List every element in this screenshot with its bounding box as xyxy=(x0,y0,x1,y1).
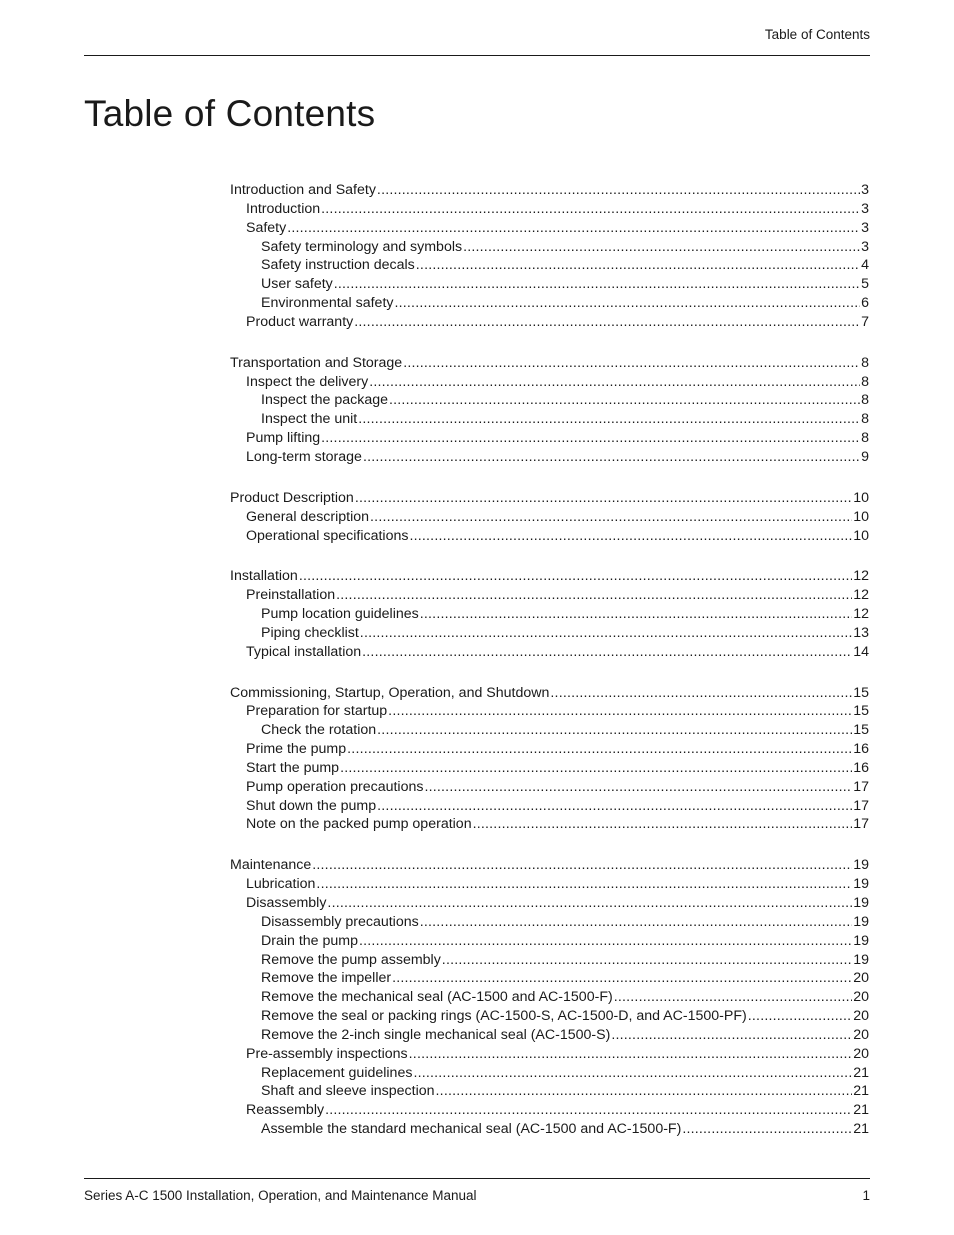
dot-leader xyxy=(360,624,852,643)
toc-chapter-entry[interactable] xyxy=(230,354,869,373)
toc-entry-title: Shaft and sleeve inspection xyxy=(261,1083,435,1100)
dot-leader xyxy=(362,643,852,662)
toc-entry-title: User safety xyxy=(261,276,333,293)
toc-entry-page: 5 xyxy=(861,276,869,293)
footer-manual-title: Series A-C 1500 Installation, Operation, and Maintenance Manual xyxy=(84,1188,477,1203)
dot-leader xyxy=(416,256,860,275)
dot-leader xyxy=(550,684,852,703)
toc-entry-page: 20 xyxy=(853,1008,869,1025)
toc-entry-title: Pump lifting xyxy=(246,430,321,447)
toc-entry[interactable] xyxy=(230,256,869,275)
toc-entry-page: 8 xyxy=(861,354,869,371)
toc-entry[interactable] xyxy=(230,429,869,448)
dot-leader xyxy=(321,200,860,219)
dot-leader xyxy=(355,489,852,508)
dot-leader xyxy=(354,313,860,332)
toc-entry-page: 17 xyxy=(853,778,869,795)
toc-entry-page: 21 xyxy=(853,1064,869,1081)
toc-entry[interactable] xyxy=(230,702,869,721)
dot-leader xyxy=(334,275,860,294)
toc-entry-page: 3 xyxy=(861,219,869,236)
toc-entry[interactable] xyxy=(230,721,869,740)
toc-entry-page: 14 xyxy=(853,643,869,660)
toc-entry-title: Piping checklist xyxy=(261,624,359,641)
toc-chapter-entry[interactable] xyxy=(230,684,869,703)
dot-leader xyxy=(420,605,852,624)
toc-section xyxy=(230,489,869,546)
toc-entry-title: Inspect the unit xyxy=(261,411,358,428)
toc-entry[interactable] xyxy=(230,759,869,778)
toc-entry-title: Safety instruction decals xyxy=(261,257,415,274)
running-header: Table of Contents xyxy=(764,27,870,42)
toc-entry-page: 19 xyxy=(853,876,869,893)
toc-entry[interactable] xyxy=(230,815,869,834)
dot-leader xyxy=(347,740,852,759)
toc-entry-title: Maintenance xyxy=(230,857,312,874)
toc-entry-title: Note on the packed pump operation xyxy=(246,816,472,833)
toc-entry-page: 8 xyxy=(861,430,869,447)
toc-entry-page: 19 xyxy=(853,895,869,911)
dot-leader xyxy=(287,219,860,238)
toc-entry[interactable] xyxy=(230,527,869,546)
toc-entry-page: 12 xyxy=(853,606,869,623)
toc-entry[interactable] xyxy=(230,275,869,294)
toc-entry-page: 3 xyxy=(861,182,869,198)
dot-leader xyxy=(363,448,860,467)
footer-rule xyxy=(84,1178,870,1179)
toc-entry-title: Product Description xyxy=(230,489,354,506)
toc-entry[interactable] xyxy=(230,624,869,643)
dot-leader xyxy=(377,721,852,740)
dot-leader xyxy=(403,354,860,373)
toc-entry-page: 20 xyxy=(853,1026,869,1043)
toc-entry[interactable] xyxy=(230,969,869,988)
dot-leader xyxy=(420,913,853,932)
toc-entry-title: Safety xyxy=(246,219,287,236)
toc-entry-title: Preparation for startup xyxy=(246,703,388,720)
toc-entry-title: Inspect the package xyxy=(261,392,388,409)
dot-leader xyxy=(312,856,852,875)
toc-entry-page: 12 xyxy=(853,568,869,585)
dot-leader xyxy=(473,815,853,834)
dot-leader xyxy=(389,391,860,410)
footer-page-number: 1 xyxy=(862,1188,870,1203)
dot-leader xyxy=(614,988,853,1007)
dot-leader xyxy=(377,797,852,816)
toc-entry-page: 10 xyxy=(853,527,869,544)
toc-entry-page: 12 xyxy=(853,587,869,604)
toc-entry-title: Safety terminology and symbols xyxy=(261,238,463,255)
toc-entry[interactable] xyxy=(230,586,869,605)
toc-entry-title: Replacement guidelines xyxy=(261,1064,413,1081)
toc-entry-page: 21 xyxy=(853,1083,869,1100)
dot-leader xyxy=(388,702,852,721)
toc-entry-title: Preinstallation xyxy=(246,587,336,604)
dot-leader xyxy=(611,1026,852,1045)
page-title: Table of Contents xyxy=(84,93,376,134)
toc-entry[interactable] xyxy=(230,605,869,624)
toc-entry-page: 6 xyxy=(861,295,869,312)
toc-entry[interactable] xyxy=(230,313,869,332)
toc-entry[interactable] xyxy=(230,932,869,951)
dot-leader xyxy=(424,778,852,797)
toc-entry-title: Installation xyxy=(230,568,298,585)
toc-entry-page: 4 xyxy=(861,257,869,274)
toc-entry-title: Reassembly xyxy=(246,1102,325,1119)
toc-entry[interactable] xyxy=(230,1101,869,1120)
toc-entry-title: Assemble the standard mechanical seal (AC-1500 and AC-1500-F) xyxy=(261,1121,682,1138)
toc-entry-title: Remove the pump assembly xyxy=(261,951,441,968)
toc-entry-title: Disassembly precautions xyxy=(261,913,419,930)
toc-entry[interactable] xyxy=(230,1082,869,1101)
dot-leader xyxy=(327,894,852,913)
toc-entry-page: 10 xyxy=(853,508,869,525)
toc-entry[interactable] xyxy=(230,740,869,759)
dot-leader xyxy=(413,1064,852,1083)
dot-leader xyxy=(316,875,852,894)
toc-entry-title: Remove the impeller xyxy=(261,970,392,987)
toc-entry-page: 19 xyxy=(853,951,869,968)
toc-section xyxy=(230,181,869,332)
dot-leader xyxy=(377,181,860,200)
toc-section xyxy=(230,354,869,467)
toc-entry-title: Check the rotation xyxy=(261,722,377,739)
dot-leader xyxy=(682,1120,852,1139)
toc-entry-page: 21 xyxy=(853,1121,869,1138)
dot-leader xyxy=(369,373,860,392)
toc-entry[interactable] xyxy=(230,988,869,1007)
toc-chapter-entry[interactable] xyxy=(230,181,869,200)
toc-entry-page: 13 xyxy=(853,624,869,641)
toc-entry-title: Remove the 2-inch single mechanical seal (AC-1500-S) xyxy=(261,1026,611,1043)
dot-leader xyxy=(748,1007,852,1026)
toc-entry-page: 8 xyxy=(861,373,869,390)
toc-entry-title: Pre-assembly inspections xyxy=(246,1045,408,1062)
toc-entry-page: 7 xyxy=(861,313,869,330)
toc-entry-title: Product warranty xyxy=(246,313,354,330)
toc-section xyxy=(230,684,869,835)
toc-entry-page: 15 xyxy=(853,703,869,720)
toc-list xyxy=(230,181,869,1161)
toc-entry-title: Pump operation precautions xyxy=(246,778,424,795)
toc-chapter-entry[interactable] xyxy=(230,856,869,875)
header-rule xyxy=(84,55,870,56)
toc-entry-title: Commissioning, Startup, Operation, and Shutdown xyxy=(230,684,550,701)
toc-entry[interactable] xyxy=(230,797,869,816)
dot-leader xyxy=(409,1045,853,1064)
toc-entry[interactable] xyxy=(230,294,869,313)
toc-entry-page: 19 xyxy=(853,913,869,930)
toc-chapter-entry[interactable] xyxy=(230,567,869,586)
toc-entry-title: Lubrication xyxy=(246,876,316,893)
toc-entry[interactable] xyxy=(230,219,869,238)
toc-entry-page: 21 xyxy=(853,1102,869,1119)
toc-entry-title: Remove the seal or packing rings (AC-1500-S, AC-1500-D, and AC-1500-PF) xyxy=(261,1008,747,1025)
toc-entry-page: 8 xyxy=(861,411,869,428)
dot-leader xyxy=(409,527,852,546)
toc-entry[interactable] xyxy=(230,410,869,429)
toc-entry-title: Introduction xyxy=(246,200,321,217)
dot-leader xyxy=(392,969,852,988)
toc-entry-title: Shut down the pump xyxy=(246,797,377,814)
toc-entry-title: Pump location guidelines xyxy=(261,606,419,623)
toc-entry-title: Disassembly xyxy=(246,895,327,911)
dot-leader xyxy=(436,1082,853,1101)
toc-entry-page: 17 xyxy=(853,816,869,833)
toc-entry[interactable] xyxy=(230,238,869,257)
toc-entry-title: Drain the pump xyxy=(261,932,358,949)
toc-entry-page: 20 xyxy=(853,970,869,987)
toc-entry[interactable] xyxy=(230,1120,869,1139)
toc-entry[interactable] xyxy=(230,894,869,913)
toc-entry[interactable] xyxy=(230,875,869,894)
toc-entry[interactable] xyxy=(230,508,869,527)
dot-leader xyxy=(463,238,860,257)
dot-leader xyxy=(359,932,852,951)
dot-leader xyxy=(299,567,852,586)
toc-entry-title: Typical installation xyxy=(246,643,362,660)
toc-entry-page: 19 xyxy=(853,932,869,949)
toc-entry-title: Long-term storage xyxy=(246,448,362,465)
toc-entry-title: Inspect the delivery xyxy=(246,373,369,390)
dot-leader xyxy=(394,294,860,313)
dot-leader xyxy=(336,586,852,605)
toc-entry-page: 15 xyxy=(853,684,869,701)
toc-section xyxy=(230,856,869,1139)
dot-leader xyxy=(325,1101,852,1120)
toc-entry-title: General description xyxy=(246,508,370,525)
toc-entry[interactable] xyxy=(230,1045,869,1064)
dot-leader xyxy=(358,410,860,429)
toc-entry-page: 3 xyxy=(861,238,869,255)
toc-entry[interactable] xyxy=(230,778,869,797)
toc-entry-page: 19 xyxy=(853,857,869,874)
toc-entry-title: Operational specifications xyxy=(246,527,409,544)
toc-entry-page: 20 xyxy=(853,1045,869,1062)
toc-entry-page: 17 xyxy=(853,797,869,814)
dot-leader xyxy=(370,508,852,527)
toc-entry[interactable] xyxy=(230,1026,869,1045)
dot-leader xyxy=(321,429,860,448)
toc-section xyxy=(230,567,869,661)
toc-entry-page: 16 xyxy=(853,741,869,758)
toc-entry-page: 10 xyxy=(853,489,869,506)
toc-entry[interactable] xyxy=(230,391,869,410)
toc-entry-page: 3 xyxy=(861,200,869,217)
toc-entry-page: 16 xyxy=(853,759,869,776)
toc-entry[interactable] xyxy=(230,448,869,467)
toc-entry-title: Environmental safety xyxy=(261,295,394,312)
toc-entry-title: Transportation and Storage xyxy=(230,354,403,371)
toc-entry[interactable] xyxy=(230,373,869,392)
toc-entry-page: 15 xyxy=(853,722,869,739)
toc-entry-title: Prime the pump xyxy=(246,741,347,758)
toc-entry-title: Start the pump xyxy=(246,759,340,776)
toc-entry-title: Introduction and Safety xyxy=(230,182,376,198)
dot-leader xyxy=(442,951,852,970)
toc-entry[interactable] xyxy=(230,200,869,219)
toc-entry[interactable] xyxy=(230,643,869,662)
toc-entry-page: 9 xyxy=(861,448,869,465)
toc-entry-page: 8 xyxy=(861,392,869,409)
toc-entry[interactable] xyxy=(230,951,869,970)
toc-chapter-entry[interactable] xyxy=(230,489,869,508)
toc-entry-page: 20 xyxy=(853,989,869,1006)
dot-leader xyxy=(340,759,852,778)
toc-entry[interactable] xyxy=(230,1007,869,1026)
toc-entry[interactable] xyxy=(230,913,869,932)
toc-entry[interactable] xyxy=(230,1064,869,1083)
toc-entry-title: Remove the mechanical seal (AC-1500 and AC-1500-F) xyxy=(261,989,613,1006)
